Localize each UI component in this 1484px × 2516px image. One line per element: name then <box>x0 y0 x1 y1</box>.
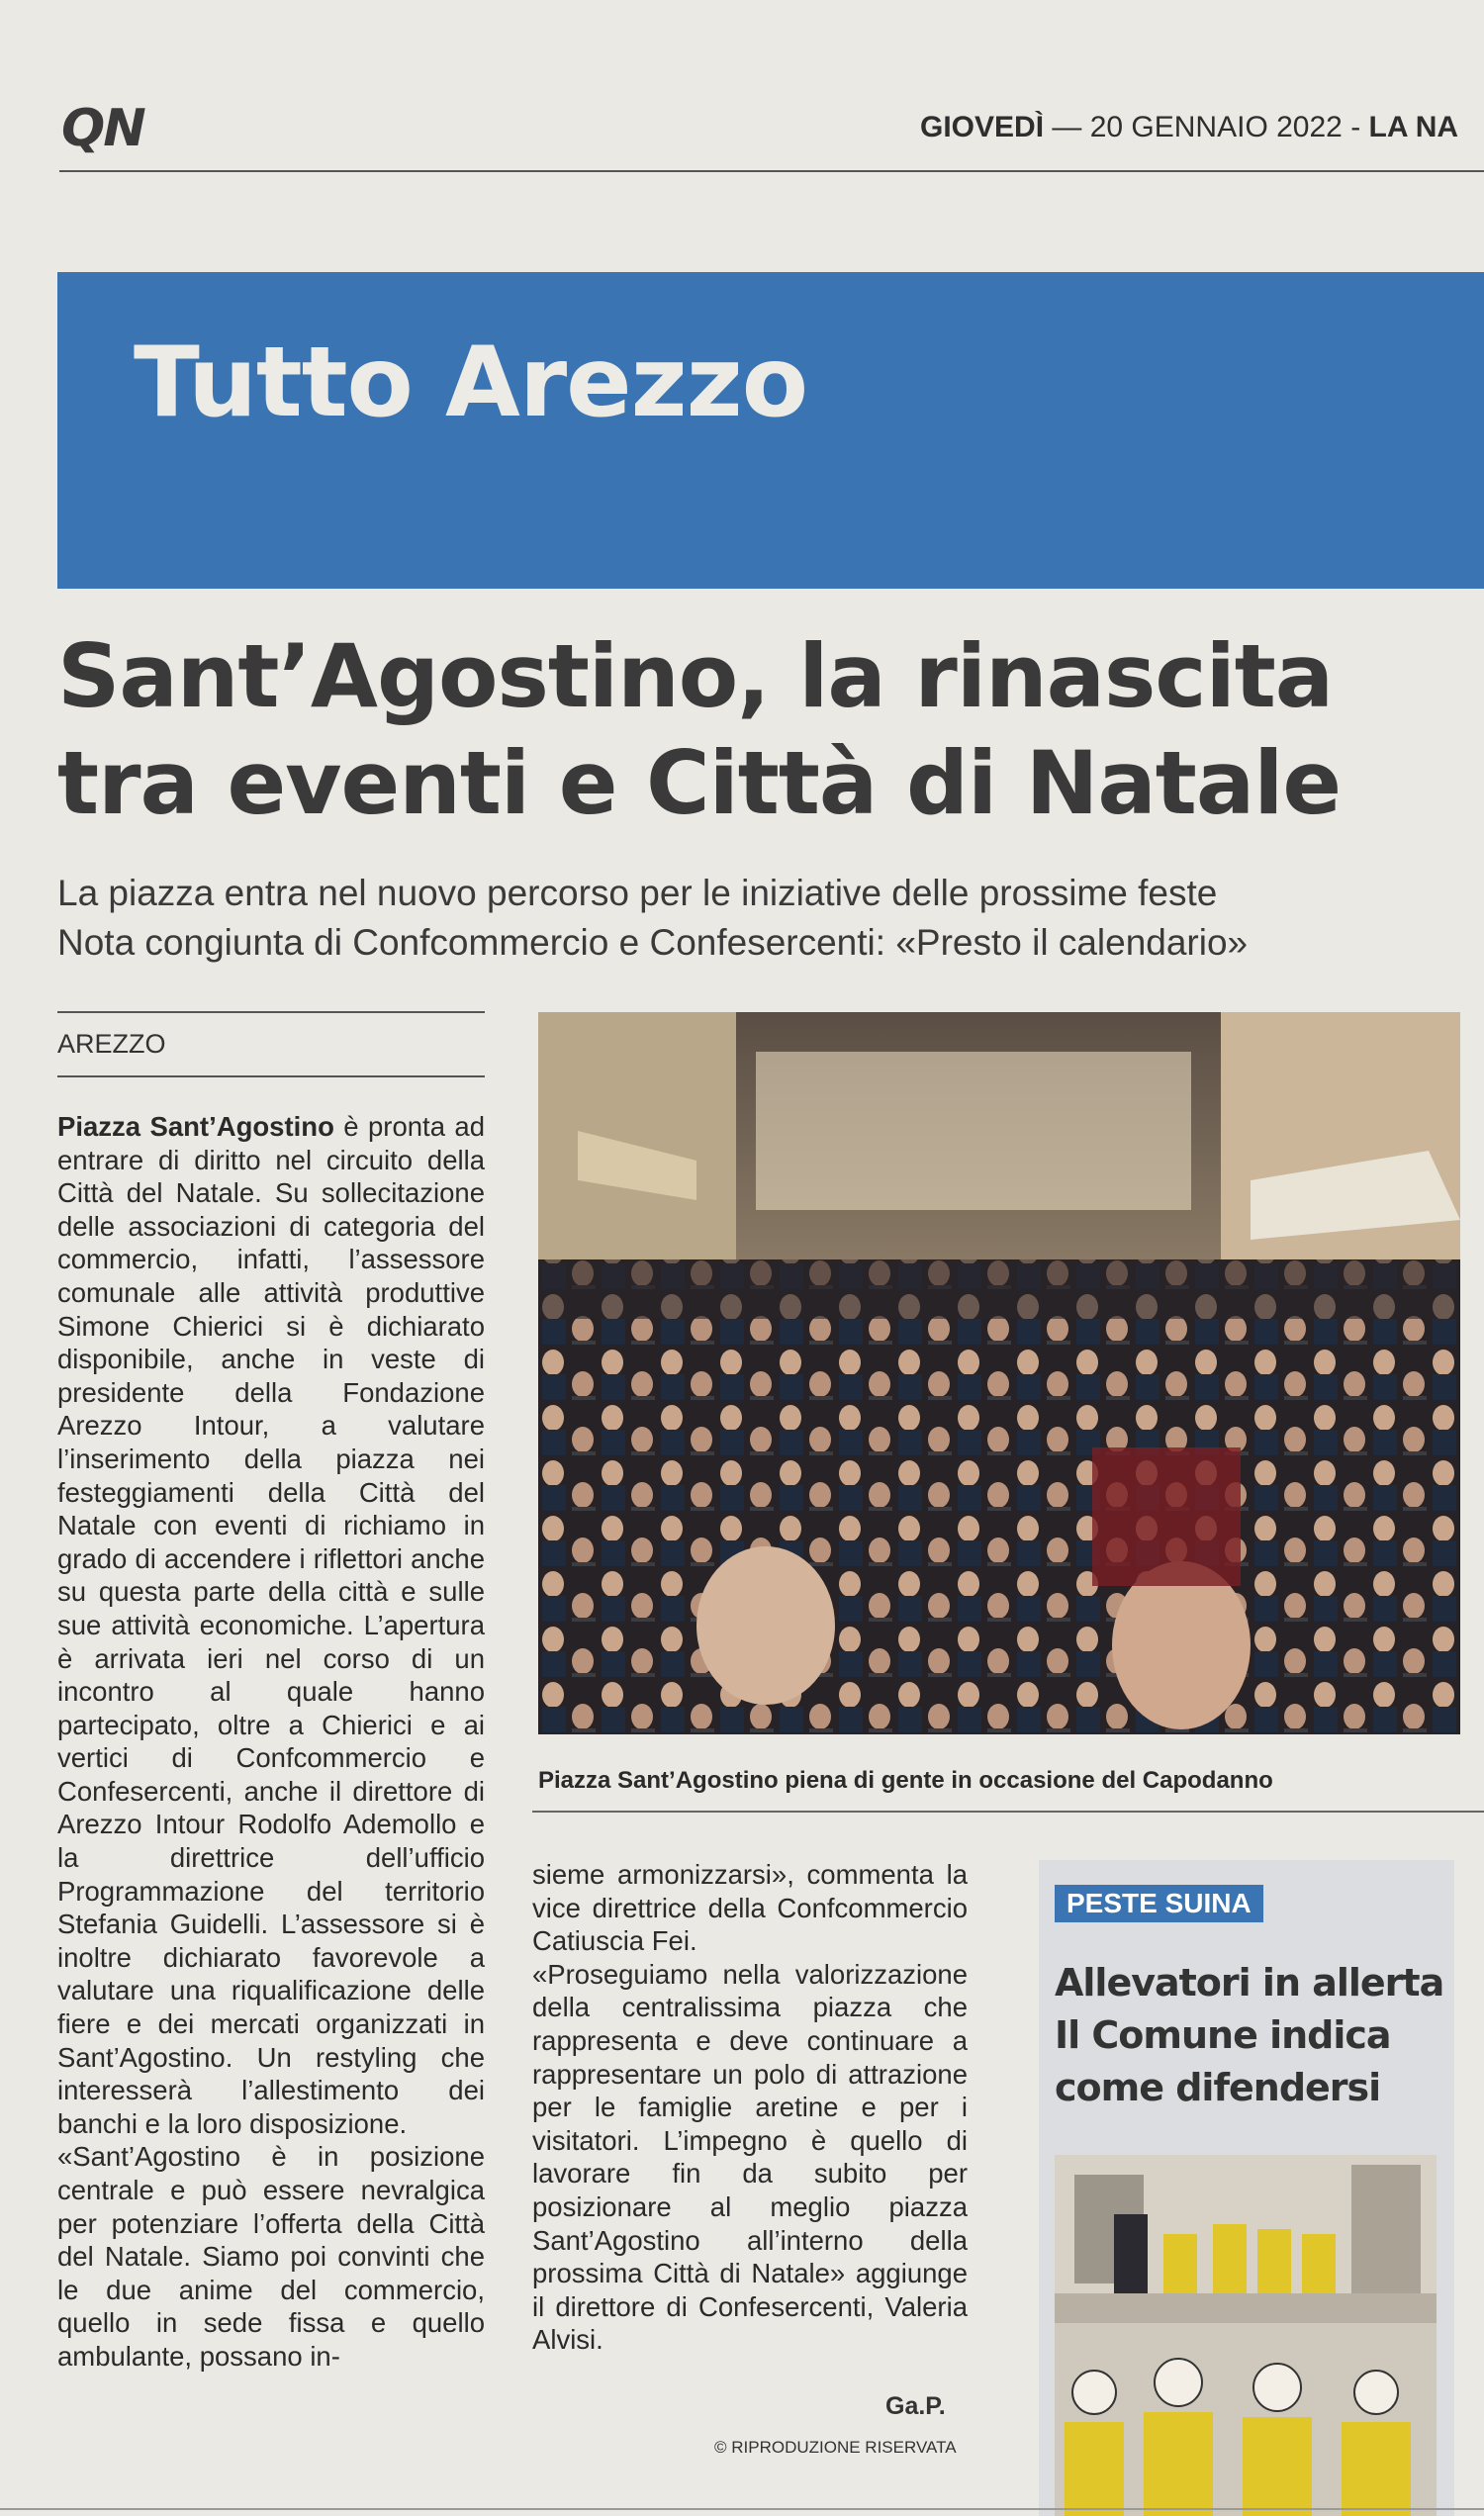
sidebar-tag: PESTE SUINA <box>1055 1885 1263 1922</box>
sidebar-headline <box>1055 1957 1450 2114</box>
dateline-separator: — <box>1052 111 1082 143</box>
paragraph-3: sieme armonizzarsi», commenta la vice direttrice della Confcommercio Catiuscia Fei. <box>532 1859 968 1957</box>
crowd-photo <box>538 1012 1460 1734</box>
newspaper-logo: QN <box>61 99 144 158</box>
dateline-date: 20 GENNAIO 2022 <box>1089 111 1343 143</box>
sidebar-headline-line-3: come difendersi <box>1055 2066 1381 2109</box>
article-column-2 <box>532 1858 968 2357</box>
headline <box>57 623 1484 837</box>
headline-line-2: tra eventi e Città di Natale <box>57 732 1342 834</box>
sidebar-headline-line-1: Allevatori in allerta <box>1055 1961 1444 2004</box>
dateline-dash: - <box>1350 111 1361 143</box>
paragraph-1-text: è pronta ad entrare di diritto nel circuito della Città del Natale. Su sollecitazione delle associazioni di categoria del commercio, infatti, l’assessore comunale alle attività produttive Simone Chierici si è dichiarato disponibile, anche in veste di presidente della Fondazione Arezzo Intour, a valutare l’inserimento della piazza nei festeggiamenti della Città del Natale con eventi di richiamo in grado di accendere i riflettori anche su questa parte della città e sulle sue attività economiche. L’apertura è arrivata ieri nel corso di un incontro al quale hanno partecipato, oltre a Chierici e ai vertici di Confcommercio e Confesercenti, anche il direttore di Arezzo Intour Rodolfo Ademollo e la direttrice dell’ufficio Programmazione del territorio Stefania Guidelli. L’assessore si è inoltre dichiarato favorevole a valutare una riqualificazione delle fiere e dei mercati organizzati in Sant’Agostino. Un restyling che interesserà l’allestimento dei banchi e la loro disposizione. <box>57 1111 485 2139</box>
dateline-day: GIOVEDÌ <box>920 111 1045 143</box>
location-rule-bottom <box>57 1075 485 1077</box>
sidebar-photo <box>1055 2155 1437 2516</box>
crowd-photo-image <box>538 1012 1460 1734</box>
headline-line-1: Sant’Agostino, la rinascita <box>57 625 1334 727</box>
section-title: Tutto Arezzo <box>134 326 808 439</box>
paragraph-4: «Proseguiamo nella valorizzazione della centralissima piazza che rappresenta e deve continuare a rappresentare un polo di attrazione per le famiglie aretine e per i visitatori. L’impegno è quello di lavorare fin da subito per posizionare al meglio piazza Sant’Agostino all’interno della prossima Città di Natale» aggiunge il direttore di Confesercenti, Valeria Alvisi. <box>532 1958 968 2356</box>
subheadline <box>57 869 1484 968</box>
location-label: AREZZO <box>57 1029 166 1059</box>
paragraph-1 <box>57 1110 485 2140</box>
rights-notice: © RIPRODUZIONE RISERVATA <box>714 2438 957 2457</box>
photo-caption: Piazza Sant’Agostino piena di gente in occasione del Capodanno <box>538 1767 1273 1794</box>
top-rule <box>59 170 1484 172</box>
subheadline-line-2: Nota congiunta di Confcommercio e Confesercenti: «Presto il calendario» <box>57 922 1249 963</box>
subheadline-line-1: La piazza entra nel nuovo percorso per le iniziative delle prossime feste <box>57 873 1218 913</box>
article-column-1 <box>57 1110 485 2374</box>
location-rule-top <box>57 1011 485 1013</box>
dateline-paper: LA NA <box>1368 111 1459 143</box>
caption-rule <box>532 1811 1484 1813</box>
lead-bold: Piazza Sant’Agostino <box>57 1111 334 1142</box>
author-signature: Ga.P. <box>885 2392 946 2420</box>
sidebar-photo-image <box>1055 2155 1437 2516</box>
bottom-rule <box>0 2508 1484 2510</box>
paragraph-2: «Sant’Agostino è in posizione centrale e può essere nevralgica per potenziare l’offerta della Città del Natale. Siamo poi convinti che le due anime del commercio, quello in sede fissa e quello ambulante, possano in- <box>57 2141 485 2372</box>
sidebar-headline-line-2: Il Comune indica <box>1055 2013 1391 2057</box>
dateline <box>920 111 1484 144</box>
